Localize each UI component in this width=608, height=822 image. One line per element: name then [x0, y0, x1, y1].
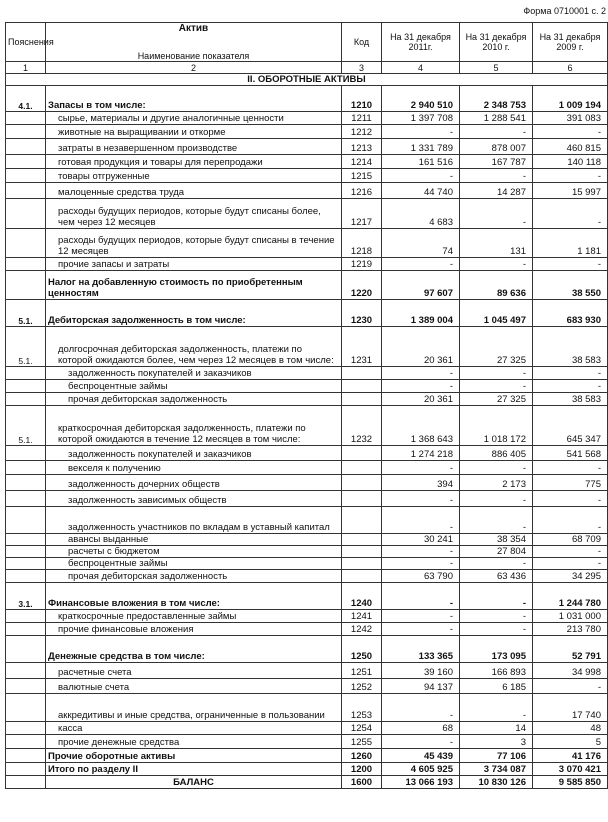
row-note [6, 155, 46, 169]
row-name: расчеты с бюджетом [46, 546, 342, 558]
row-name: Дебиторская задолженность в том числе: [46, 300, 342, 327]
row-code: 1260 [342, 749, 382, 763]
row-code: 1218 [342, 229, 382, 258]
row-code: 1242 [342, 623, 382, 636]
row-note [6, 507, 46, 534]
row-name: затраты в незавершенном производстве [46, 139, 342, 155]
row-value-2009: 645 347 [533, 406, 608, 446]
row-value-2010: 131 [460, 229, 533, 258]
header-name: Наименование показателя [46, 36, 342, 62]
row-value-2010: 6 185 [460, 679, 533, 694]
row-note [6, 570, 46, 583]
row-code: 1219 [342, 258, 382, 271]
row-note [6, 735, 46, 749]
row-value-2010: 167 787 [460, 155, 533, 169]
row-note [6, 367, 46, 380]
row-value-2010: 1 045 497 [460, 300, 533, 327]
row-note [6, 139, 46, 155]
table-row [6, 610, 608, 623]
row-code: 1211 [342, 112, 382, 125]
row-name: товары отгруженные [46, 169, 342, 183]
row-value-2011: 68 [382, 722, 460, 735]
row-value-2010: - [460, 169, 533, 183]
row-note [6, 446, 46, 461]
row-value-2010: 10 830 126 [460, 776, 533, 789]
table-row [6, 327, 608, 367]
row-value-2010: 77 106 [460, 749, 533, 763]
table-row [6, 155, 608, 169]
row-name: прочая дебиторская задолженность [46, 570, 342, 583]
row-name: расчетные счета [46, 663, 342, 679]
table-row [6, 406, 608, 446]
table-row [6, 583, 608, 610]
table-row [6, 258, 608, 271]
row-code [342, 507, 382, 534]
row-value-2009: 38 583 [533, 327, 608, 367]
row-value-2009: 140 118 [533, 155, 608, 169]
row-note [6, 475, 46, 491]
row-value-2011: 94 137 [382, 679, 460, 694]
row-value-2010: - [460, 199, 533, 229]
table-row [6, 461, 608, 475]
table-row [6, 558, 608, 570]
row-value-2011: - [382, 558, 460, 570]
row-name: прочие запасы и затраты [46, 258, 342, 271]
row-value-2011: - [382, 623, 460, 636]
row-code: 1214 [342, 155, 382, 169]
header-note: Пояснения [6, 23, 46, 62]
row-value-2011: 39 160 [382, 663, 460, 679]
row-code [342, 380, 382, 393]
table-row [6, 722, 608, 735]
col-num-3: 3 [342, 62, 382, 74]
col-num-4: 4 [382, 62, 460, 74]
row-value-2009: 15 997 [533, 183, 608, 199]
row-value-2011: 4 605 925 [382, 763, 460, 776]
row-value-2010: - [460, 491, 533, 507]
row-value-2010: - [460, 367, 533, 380]
table-row [6, 169, 608, 183]
row-code: 1220 [342, 271, 382, 300]
row-name: Прочие оборотные активы [46, 749, 342, 763]
row-code: 1216 [342, 183, 382, 199]
row-value-2010: 3 734 087 [460, 763, 533, 776]
row-code [342, 393, 382, 406]
row-value-2009: 48 [533, 722, 608, 735]
row-value-2009: 5 [533, 735, 608, 749]
row-value-2009: - [533, 169, 608, 183]
row-code: 1253 [342, 694, 382, 722]
row-value-2010: - [460, 258, 533, 271]
row-value-2011: 394 [382, 475, 460, 491]
row-value-2011: - [382, 583, 460, 610]
row-name: Налог на добавленную стоимость по приобретенным ценностям [46, 271, 342, 300]
row-name: задолженность участников по вкладам в уставный капитал [46, 507, 342, 534]
row-name: Запасы в том числе: [46, 86, 342, 112]
table-row [6, 763, 608, 776]
row-code [342, 461, 382, 475]
row-value-2009: 460 815 [533, 139, 608, 155]
row-value-2010: 2 348 753 [460, 86, 533, 112]
table-row [6, 183, 608, 199]
row-note [6, 393, 46, 406]
row-code [342, 475, 382, 491]
row-note [6, 623, 46, 636]
row-note [6, 763, 46, 776]
row-value-2009: - [533, 491, 608, 507]
row-value-2009: 1 031 000 [533, 610, 608, 623]
row-value-2011: - [382, 735, 460, 749]
row-name: валютные счета [46, 679, 342, 694]
row-name: сырье, материалы и другие аналогичные ценности [46, 112, 342, 125]
row-code: 1250 [342, 636, 382, 663]
row-value-2010: - [460, 461, 533, 475]
row-name: прочие денежные средства [46, 735, 342, 749]
row-value-2010: 166 893 [460, 663, 533, 679]
row-value-2011: 4 683 [382, 199, 460, 229]
row-value-2009: - [533, 461, 608, 475]
table-row [6, 380, 608, 393]
row-value-2009: 34 998 [533, 663, 608, 679]
table-row [6, 623, 608, 636]
row-name: задолженность дочерних обществ [46, 475, 342, 491]
header-2011: На 31 декабря 2011г. [382, 23, 460, 62]
row-value-2011: 20 361 [382, 393, 460, 406]
row-name: задолженность покупателей и заказчиков [46, 367, 342, 380]
form-label: Форма 0710001 с. 2 [523, 6, 606, 16]
row-name: прочая дебиторская задолженность [46, 393, 342, 406]
row-code [342, 534, 382, 546]
row-name: краткосрочные предоставленные займы [46, 610, 342, 623]
row-note [6, 125, 46, 139]
row-value-2009: - [533, 507, 608, 534]
row-value-2010: 27 804 [460, 546, 533, 558]
row-value-2009: 9 585 850 [533, 776, 608, 789]
row-note [6, 112, 46, 125]
row-value-2010: - [460, 583, 533, 610]
header-aktiv: Актив [46, 23, 342, 36]
table-row [6, 393, 608, 406]
row-value-2009: 68 709 [533, 534, 608, 546]
header-2010: На 31 декабря 2010 г. [460, 23, 533, 62]
row-name: касса [46, 722, 342, 735]
row-value-2010: 63 436 [460, 570, 533, 583]
row-value-2010: 1 018 172 [460, 406, 533, 446]
row-value-2009: 38 583 [533, 393, 608, 406]
row-value-2010: 14 [460, 722, 533, 735]
table-row [6, 300, 608, 327]
row-note [6, 694, 46, 722]
row-name: задолженность зависимых обществ [46, 491, 342, 507]
row-value-2009: 683 930 [533, 300, 608, 327]
row-name: расходы будущих периодов, которые будут списаны в течение 12 месяцев [46, 229, 342, 258]
row-value-2011: 1 331 789 [382, 139, 460, 155]
row-value-2010: 27 325 [460, 327, 533, 367]
row-name: готовая продукция и товары для перепродажи [46, 155, 342, 169]
table-row [6, 776, 608, 789]
table-row [6, 199, 608, 229]
row-value-2010: - [460, 380, 533, 393]
row-value-2011: - [382, 461, 460, 475]
row-value-2009: 213 780 [533, 623, 608, 636]
row-code: 1240 [342, 583, 382, 610]
table-row [6, 125, 608, 139]
row-value-2010: - [460, 558, 533, 570]
table-row [6, 570, 608, 583]
row-value-2011: - [382, 367, 460, 380]
table-row [6, 86, 608, 112]
row-value-2011: - [382, 610, 460, 623]
row-value-2010: 1 288 541 [460, 112, 533, 125]
row-value-2011: - [382, 546, 460, 558]
row-value-2010: 2 173 [460, 475, 533, 491]
row-note: 5.1. [6, 406, 46, 446]
row-code: 1215 [342, 169, 382, 183]
row-note [6, 558, 46, 570]
row-value-2011: 30 241 [382, 534, 460, 546]
row-value-2009: - [533, 380, 608, 393]
row-note: 4.1. [6, 86, 46, 112]
row-code: 1255 [342, 735, 382, 749]
row-note [6, 183, 46, 199]
balance-table [5, 22, 608, 789]
row-note [6, 258, 46, 271]
row-value-2011: 1 389 004 [382, 300, 460, 327]
row-code: 1252 [342, 679, 382, 694]
row-code: 1600 [342, 776, 382, 789]
row-name: Итого по разделу II [46, 763, 342, 776]
row-name: авансы выданные [46, 534, 342, 546]
row-value-2010: - [460, 694, 533, 722]
header-code: Код [342, 23, 382, 62]
row-value-2011: - [382, 694, 460, 722]
row-note [6, 199, 46, 229]
row-value-2011: - [382, 125, 460, 139]
table-row [6, 534, 608, 546]
table-row [6, 475, 608, 491]
row-value-2009: 34 295 [533, 570, 608, 583]
row-note [6, 534, 46, 546]
table-row [6, 229, 608, 258]
row-value-2011: - [382, 491, 460, 507]
table-row [6, 491, 608, 507]
row-code: 1210 [342, 86, 382, 112]
table-row [6, 367, 608, 380]
row-value-2011: 63 790 [382, 570, 460, 583]
row-note [6, 636, 46, 663]
row-value-2010: - [460, 507, 533, 534]
col-num-6: 6 [533, 62, 608, 74]
row-note [6, 679, 46, 694]
row-value-2009: - [533, 558, 608, 570]
row-name: аккредитивы и иные средства, ограниченные в пользовании [46, 694, 342, 722]
table-row [6, 679, 608, 694]
row-value-2010: 27 325 [460, 393, 533, 406]
row-name: животные на выращивании и откорме [46, 125, 342, 139]
row-note [6, 776, 46, 789]
table-row [6, 694, 608, 722]
row-value-2010: - [460, 610, 533, 623]
col-num-2: 2 [46, 62, 342, 74]
row-value-2009: - [533, 199, 608, 229]
row-value-2010: 14 287 [460, 183, 533, 199]
table-row [6, 735, 608, 749]
row-code: 1230 [342, 300, 382, 327]
col-num-5: 5 [460, 62, 533, 74]
row-code: 1217 [342, 199, 382, 229]
row-value-2009: 3 070 421 [533, 763, 608, 776]
row-code: 1213 [342, 139, 382, 155]
col-num-1: 1 [6, 62, 46, 74]
row-note [6, 663, 46, 679]
row-name: задолженность покупателей и заказчиков [46, 446, 342, 461]
row-name: беспроцентные займы [46, 380, 342, 393]
row-note [6, 169, 46, 183]
row-code: 1212 [342, 125, 382, 139]
row-code [342, 491, 382, 507]
row-value-2010: 173 095 [460, 636, 533, 663]
row-value-2009: 52 791 [533, 636, 608, 663]
row-value-2011: 13 066 193 [382, 776, 460, 789]
row-note: 5.1. [6, 327, 46, 367]
row-code: 1231 [342, 327, 382, 367]
row-value-2009: - [533, 546, 608, 558]
row-value-2011: 133 365 [382, 636, 460, 663]
row-code: 1200 [342, 763, 382, 776]
row-name: векселя к получению [46, 461, 342, 475]
row-value-2010: 3 [460, 735, 533, 749]
row-code: 1254 [342, 722, 382, 735]
table-row [6, 446, 608, 461]
row-value-2011: 1 397 708 [382, 112, 460, 125]
row-value-2009: 775 [533, 475, 608, 491]
table-row [6, 663, 608, 679]
row-value-2009: - [533, 367, 608, 380]
row-value-2009: 1 244 780 [533, 583, 608, 610]
row-note [6, 749, 46, 763]
row-code [342, 446, 382, 461]
row-value-2009: 541 568 [533, 446, 608, 461]
row-value-2009: 38 550 [533, 271, 608, 300]
row-value-2011: 20 361 [382, 327, 460, 367]
row-value-2011: 2 940 510 [382, 86, 460, 112]
row-note [6, 722, 46, 735]
section-title: II. ОБОРОТНЫЕ АКТИВЫ [6, 74, 608, 86]
row-note: 3.1. [6, 583, 46, 610]
row-value-2010: 878 007 [460, 139, 533, 155]
row-code: 1241 [342, 610, 382, 623]
row-name: малоценные средства труда [46, 183, 342, 199]
row-value-2010: 89 636 [460, 271, 533, 300]
row-value-2010: - [460, 623, 533, 636]
row-value-2009: - [533, 679, 608, 694]
row-value-2011: 161 516 [382, 155, 460, 169]
row-code [342, 367, 382, 380]
row-value-2009: 17 740 [533, 694, 608, 722]
row-note [6, 610, 46, 623]
row-value-2009: 1 181 [533, 229, 608, 258]
row-note: 5.1. [6, 300, 46, 327]
header-2009: На 31 декабря 2009 г. [533, 23, 608, 62]
row-value-2011: 74 [382, 229, 460, 258]
row-name: БАЛАНС [46, 776, 342, 789]
row-code [342, 570, 382, 583]
row-name: Финансовые вложения в том числе: [46, 583, 342, 610]
row-value-2009: 41 176 [533, 749, 608, 763]
row-code [342, 558, 382, 570]
row-name: прочие финансовые вложения [46, 623, 342, 636]
row-code: 1232 [342, 406, 382, 446]
table-row [6, 546, 608, 558]
row-note [6, 461, 46, 475]
row-value-2009: 1 009 194 [533, 86, 608, 112]
row-name: расходы будущих периодов, которые будут списаны более, чем через 12 месяцев [46, 199, 342, 229]
table-row [6, 636, 608, 663]
row-value-2011: - [382, 169, 460, 183]
row-note [6, 380, 46, 393]
row-value-2011: 45 439 [382, 749, 460, 763]
row-name: беспроцентные займы [46, 558, 342, 570]
row-value-2011: - [382, 258, 460, 271]
row-value-2010: 38 354 [460, 534, 533, 546]
row-value-2010: - [460, 125, 533, 139]
table-row [6, 271, 608, 300]
row-note [6, 271, 46, 300]
row-value-2010: 886 405 [460, 446, 533, 461]
row-name: долгосрочная дебиторская задолженность, платежи по которой ожидаются более, чем через 12 месяцев в том числе: [46, 327, 342, 367]
row-value-2009: - [533, 258, 608, 271]
row-name: Денежные средства в том числе: [46, 636, 342, 663]
row-value-2011: - [382, 507, 460, 534]
row-value-2011: 1 368 643 [382, 406, 460, 446]
row-value-2011: - [382, 380, 460, 393]
row-value-2011: 1 274 218 [382, 446, 460, 461]
table-row [6, 749, 608, 763]
row-value-2011: 44 740 [382, 183, 460, 199]
row-note [6, 546, 46, 558]
row-code [342, 546, 382, 558]
row-code: 1251 [342, 663, 382, 679]
table-row [6, 507, 608, 534]
row-value-2009: - [533, 125, 608, 139]
row-value-2009: 391 083 [533, 112, 608, 125]
row-value-2011: 97 607 [382, 271, 460, 300]
table-row [6, 112, 608, 125]
row-note [6, 491, 46, 507]
row-name: краткосрочная дебиторская задолженность, платежи по которой ожидаются в течение 12 месяцев в том числе: [46, 406, 342, 446]
row-note [6, 229, 46, 258]
table-row [6, 139, 608, 155]
